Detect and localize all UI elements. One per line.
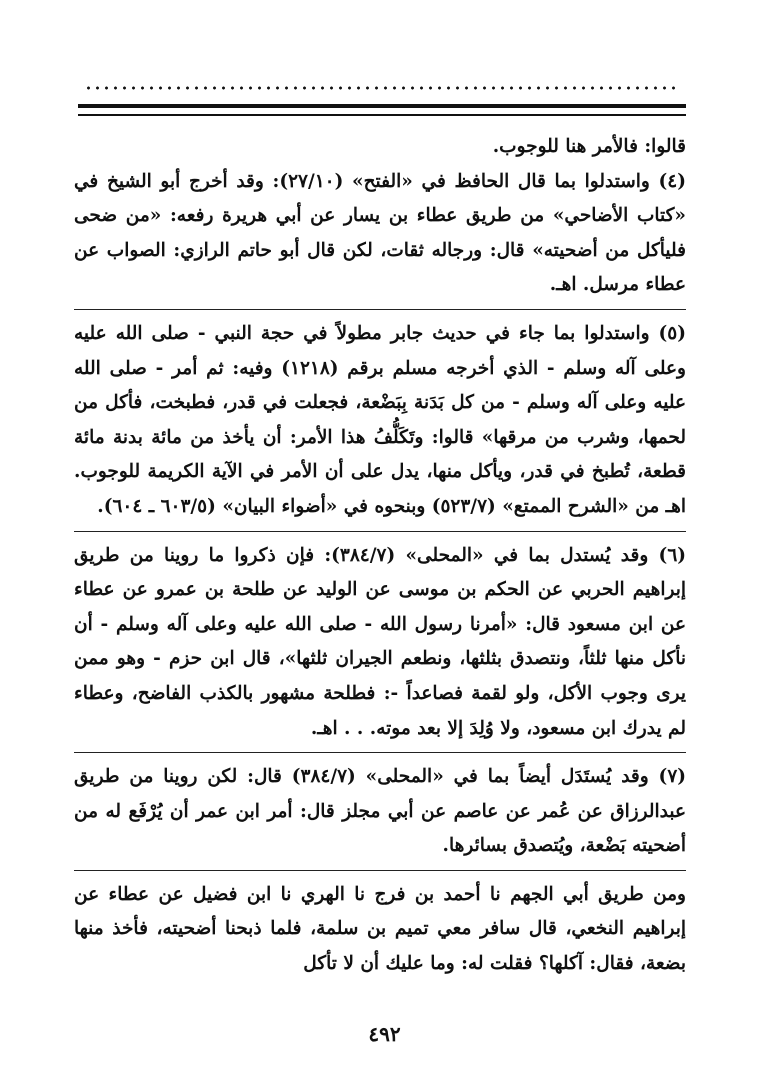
header-thin-rule (78, 114, 686, 116)
paragraph-separator (74, 531, 686, 532)
paragraph-6: (٦) وقد يُستدل بما في «المحلى» (٣٨٤/٧): فإن ذكروا ما روينا من طريق إبراهيم الحربي عن الحكم بن موسى عن الوليد عن طلحة بن عمرو عن عطاء عن ابن مسعود قال: «أمرنا رسول الله - صلى الله عليه وعلى آله وسلم - أن نأكل منها ثلثاً، ونتصدق بثلثها، ونطعم الجيران ثلثها»، قال ابن حزم - وهو ممن يرى وجوب الأكل، ولو لقمة فصاعداً -: فطلحة مشهور بالكذب الفاضح، وعطاء لم يدرك ابن مسعود، ولا وُلِدَ إلا بعد موته. . . اهـ. (74, 544, 687, 739)
page-number: ٤٩٢ (368, 1022, 401, 1046)
paragraph-separator (74, 752, 686, 753)
paragraph-7: (٧) وقد يُستَدَل أيضاً بما في «المحلى» (٣٨٤/٧) قال: لكن روينا من طريق عبدالرزاق عن عُمر عن عاصم عن أبي مجلز قال: أمر ابن عمر أن يُرْفَع له من أضحيته بَضْعة، ويُتصدق بسائرها. (74, 766, 687, 857)
paragraph-5: (٥) واستدلوا بما جاء في حديث جابر مطولاً في حجة النبي - صلى الله عليه وعلى آله وسلم - الذي أخرجه مسلم برقم (١٢١٨) وفيه: ثم أمر - صلى الله عليه وعلى آله وسلم - من كل بَدَنة بِبَضْعة، فجعلت في قدر، فطبخت، فأكل من لحمها، وشرب من مرقها» قالوا: وتَكَلُّفُ هذا الأمر: أن يأخذ من مائة بدنة مائة قطعة، تُطبخ في قدر، ويأكل منها، يدل على أن الأمر في الآية الكريمة للوجوب. اهـ من «الشرح الممتع» (٥٢٣/٧) وبنحوه في «أضواء البيان» (٦٠٣/٥ ـ ٦٠٤). (74, 322, 686, 517)
paragraph-4: (٤) واستدلوا بما قال الحافظ في «الفتح» (٢٧/١٠): وقد أخرج أبو الشيخ في «كتاب الأضاحي» من طريق عطاء بن يسار عن أبي هريرة رفعه: «من ضحى فليأكل من أضحيته» قال: ورجاله ثقات، لكن قال أبو حاتم الرازي: الصواب عن عطاء مرسل. اهـ. (74, 170, 686, 296)
paragraph-continuation: ومن طريق أبي الجهم نا أحمد بن فرج نا الهري نا ابن فضيل عن عطاء عن إبراهيم النخعي، قال سافر معي تميم بن سلمة، فلما ذبحنا أضحيته، فأخذ منها بضعة، فقال: آكلها؟ فقلت له: وما عليك أن لا تأكل (74, 883, 686, 975)
dotted-header-rule (84, 86, 678, 90)
paragraph-separator (74, 870, 686, 871)
footnote-body (74, 130, 686, 982)
header-thick-rule (78, 104, 686, 108)
paragraph-separator (74, 309, 686, 310)
paragraph-conclusion: قالوا: فالأمر هنا للوجوب. (492, 136, 686, 157)
